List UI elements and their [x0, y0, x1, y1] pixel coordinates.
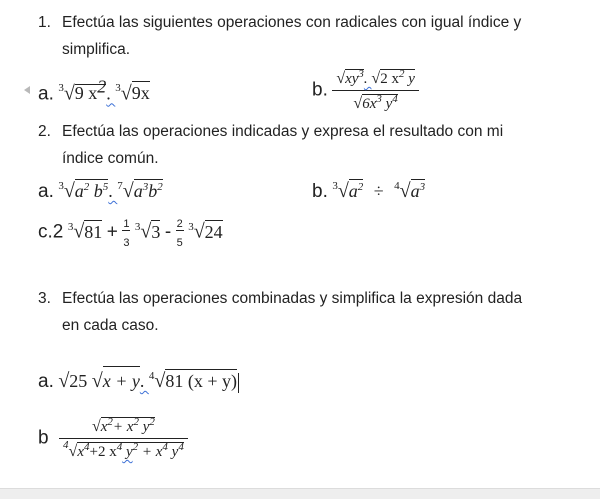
radical-icon: √ — [399, 180, 411, 202]
radical-icon: √ — [63, 82, 75, 105]
q1-b-fraction: $\frac{√xy^3. √2 x^2 y}{√6x^3 y^4}$ — [332, 68, 419, 113]
divide-operator: ÷ — [373, 181, 384, 201]
radical-icon: √ — [337, 180, 349, 202]
list-indent-marker-icon — [24, 86, 30, 94]
q3-b-expression — [38, 416, 188, 461]
radical-icon: √ — [73, 220, 85, 243]
q2-a-expression: a. $^3√a^2$ $b^5$. $^7√a^3b^2$ — [38, 180, 163, 202]
page-bottom-edge — [0, 488, 600, 499]
q1-number: 1. — [38, 14, 51, 31]
q3-number: 3. — [38, 290, 51, 307]
q1-a-label: a. — [38, 83, 54, 105]
radical-icon: √ — [91, 418, 101, 435]
q3-a-label: a. — [38, 371, 54, 392]
q1-b-label: b. — [312, 79, 328, 101]
radical-icon: √ — [58, 370, 70, 392]
radical-icon: √ — [336, 70, 346, 87]
radical-icon: √ — [193, 220, 205, 243]
q2-number: 2. — [38, 123, 51, 140]
radical-icon: √ — [140, 220, 152, 243]
q3-text-line2: en cada caso. — [62, 317, 159, 334]
fraction-one-third: $\frac{1}{3}$ — [123, 218, 130, 249]
radical-icon: √ — [122, 180, 134, 202]
radical-icon: √ — [91, 370, 103, 392]
q1-text-line2: simplifica. — [62, 41, 131, 58]
q2-text-line1: Efectúa las operaciones indicadas y expresa el resultado con mi — [62, 123, 504, 140]
q2-c-expression: c.2 $^3$√81 + $\frac{1}{3}$ $^3$√3 - $\frac{2}{5}$ $^3$√24 — [38, 218, 223, 249]
q3-text-line1: Efectúa las operaciones combinadas y simplifica la expresión dada — [62, 290, 523, 307]
q1-a-expression: a. $^3$√9 $x^2$. $^3$√9x — [38, 77, 150, 105]
q2-b-expression: b. $^3√a^2 \div ^4√a^3$ — [312, 180, 426, 202]
q3-b-label: b — [38, 427, 49, 449]
radical-icon: √ — [353, 95, 363, 112]
q1-b-expression — [312, 68, 419, 113]
radical-icon: √ — [68, 443, 78, 460]
q2-a-label: a. — [38, 181, 54, 202]
radical-icon: √ — [154, 370, 166, 392]
radical-icon: √ — [63, 180, 75, 202]
q2-text-line2: índice común. — [62, 150, 159, 167]
text-cursor — [238, 373, 239, 393]
q1-text-line1: Efectúa las siguientes operaciones con radicales con igual índice y — [62, 14, 522, 31]
radical-icon: √ — [371, 70, 381, 87]
q2-c-label: c.2 — [38, 221, 64, 243]
radical-icon: √ — [120, 82, 132, 105]
q2-b-label: b. — [312, 181, 328, 202]
q3-a-expression: a. √25 √x + y. $^4$√81 (x + y) — [38, 370, 239, 393]
q3-b-fraction: $\frac{√x^2+ x^2 y^2}{^4√x^4+2 x^4 y^2 + x^4 y^4}$ — [59, 416, 188, 461]
fraction-two-fifths: $\frac{2}{5}$ — [176, 218, 183, 249]
